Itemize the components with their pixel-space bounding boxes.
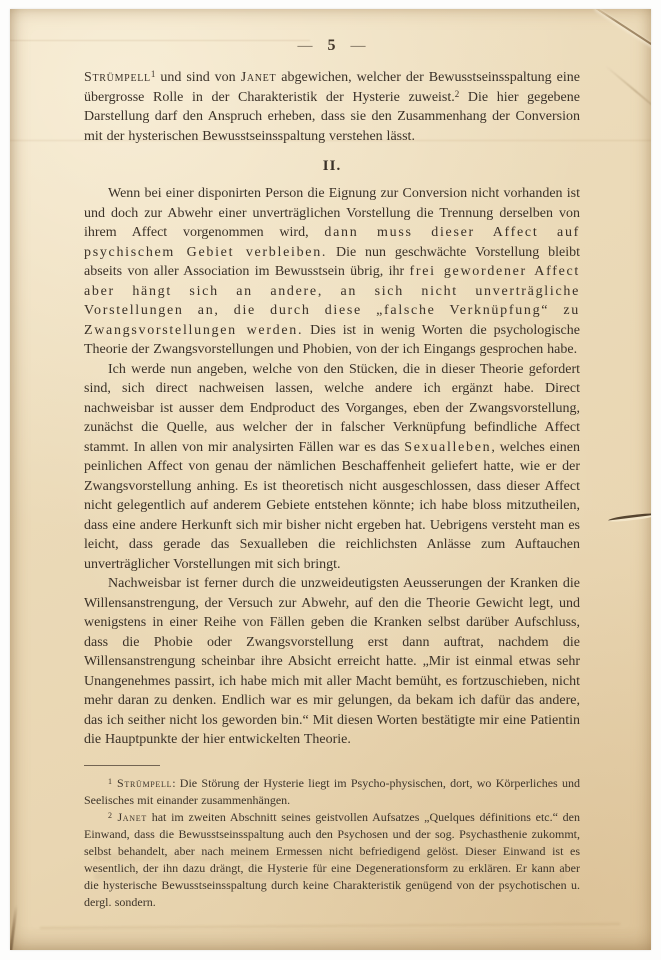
footnotes	[84, 775, 580, 911]
crease-bottom-left	[10, 905, 18, 950]
page-content	[84, 37, 580, 911]
page-sheet	[10, 9, 651, 950]
page-number-dash-left: —	[297, 38, 314, 54]
page-number-dash-right: —	[350, 38, 367, 54]
paragraph: Ich werde nun angeben, welche von den Stücken, die in dieser Theorie gefordert sind, sich direct nachweisen lassen, welche andere ich ergänzt habe. Direct nachweisbar ist ausser dem Endproduct des Vorganges, eben der Zwangsvorstellung, zunächst die Quelle, aus welcher der in falscher Verknüpfung befindliche Affect stammt. In allen von mir analysirten Fällen war es das Sexualleben, welches einen peinlichen Affect von genau der nämlichen Beschaffenheit geliefert hatte, wie er der Zwangsvorstellung anhing. Es ist theoretisch nicht ausgeschlossen, dass dieser Affect nicht gelegentlich auf anderem Gebiete entstehen könnte; ich habe bloss mitzutheilen, dass eine andere Herkunft sich mir bisher nicht ergeben hat. Uebrigens versteht man es leicht, dass gerade das Sexualleben die reichlichsten Anlässe zum Auftauchen unverträglicher Vorstellungen mit sich bringt.	[84, 361, 580, 572]
horizontal-crease-bottom	[40, 923, 620, 929]
page-number	[84, 37, 580, 55]
tear-mark-right-edge	[608, 512, 651, 523]
fold-crease-top-right-soft	[605, 65, 651, 118]
section-heading: II.	[322, 158, 342, 174]
paragraph-continuation: Strümpell$^1$ und sind von Janet abgewichen, welcher der Bewusstseinsspaltung eine übergrosse Rolle in der Charakteristik der Hysterie zuweist.$^2$ Die hier gegebene Darstellung darf den Anspruch erheben, dass sie den Zusammenhang der Conversion mit der hysterischen Bewusstseinsspaltung verstehen lässt.	[84, 69, 580, 144]
footnote-2: $^2$ Janet hat im zweiten Abschnitt seines geistvollen Aufsatzes „Quelques définitions etc.“ den Einwand, dass die Bewusstseinsspaltung auch den Psychosen und der sog. Psychasthenie zukommt, selbst behandelt, aber nach meinem Ermessen nicht befriedigend gelöst. Dieser Einwand ist es wesentlich, der ihn dazu drängt, die Hysterie für eine Degenerationsform zu erklären. Er kann aber die hysterische Bewusstseinsspaltung durch keine Charakteristik genügend von der psychotischen u. dergl. sondern.	[84, 809, 581, 909]
paragraph: Wenn bei einer disponirten Person die Eignung zur Conversion nicht vorhanden ist und doch zur Abwehr einer unverträglichen Vorstellung die Trennung derselben von ihrem Affect vorgenommen wird, dann muss dieser Affect auf psychischem Gebiet verbleiben. Die nun geschwächte Vorstellung bleibt abseits von aller Association im Bewusstsein übrig, ihr frei gewordener Affect aber hängt sich an andere, an sich nicht unverträgliche Vorstellungen an, die durch diese „falsche Verknüpfung“ zu Zwangsvorstellungen werden. Dies ist in wenig Worten die psychologische Theorie der Zwangsvorstellungen und Phobien, von der ich Eingangs gesprochen habe.	[84, 186, 581, 357]
footnote-separator	[84, 765, 160, 766]
fold-crease-top-right	[595, 9, 651, 63]
paragraph: Nachweisbar ist ferner durch die unzweideutigsten Aeusserungen der Kranken die Willensanstrengung, der Versuch zur Abwehr, auf den die Theorie Gewicht legt, und wenigstens in einer Reihe von Fällen geben die Kranken selbst darüber Aufschluss, dass die Phobie oder Zwangsvorstellung erst dann auftrat, nachdem die Willensanstrengung scheinbar ihre Absicht erreicht hatte. „Mir ist einmal etwas sehr Unangenehmes passirt, ich habe mich mit aller Macht bemüht, es fortzuschieben, nicht mehr daran zu denken. Endlich war es mir gelungen, da bekam ich dafür das andere, das ich seither nicht los geworden bin.“ Mit diesen Worten bestätigte mir eine Patientin die Hauptpunkte der hier entwickelten Theorie.	[84, 576, 580, 747]
page-number-value: 5	[327, 37, 337, 54]
footnote-1: $^1$ Strümpell: Die Störung der Hysterie liegt im Psycho-physischen, dort, wo Körperliches und Seelisches mit einander zusammenhängen.	[84, 775, 580, 807]
